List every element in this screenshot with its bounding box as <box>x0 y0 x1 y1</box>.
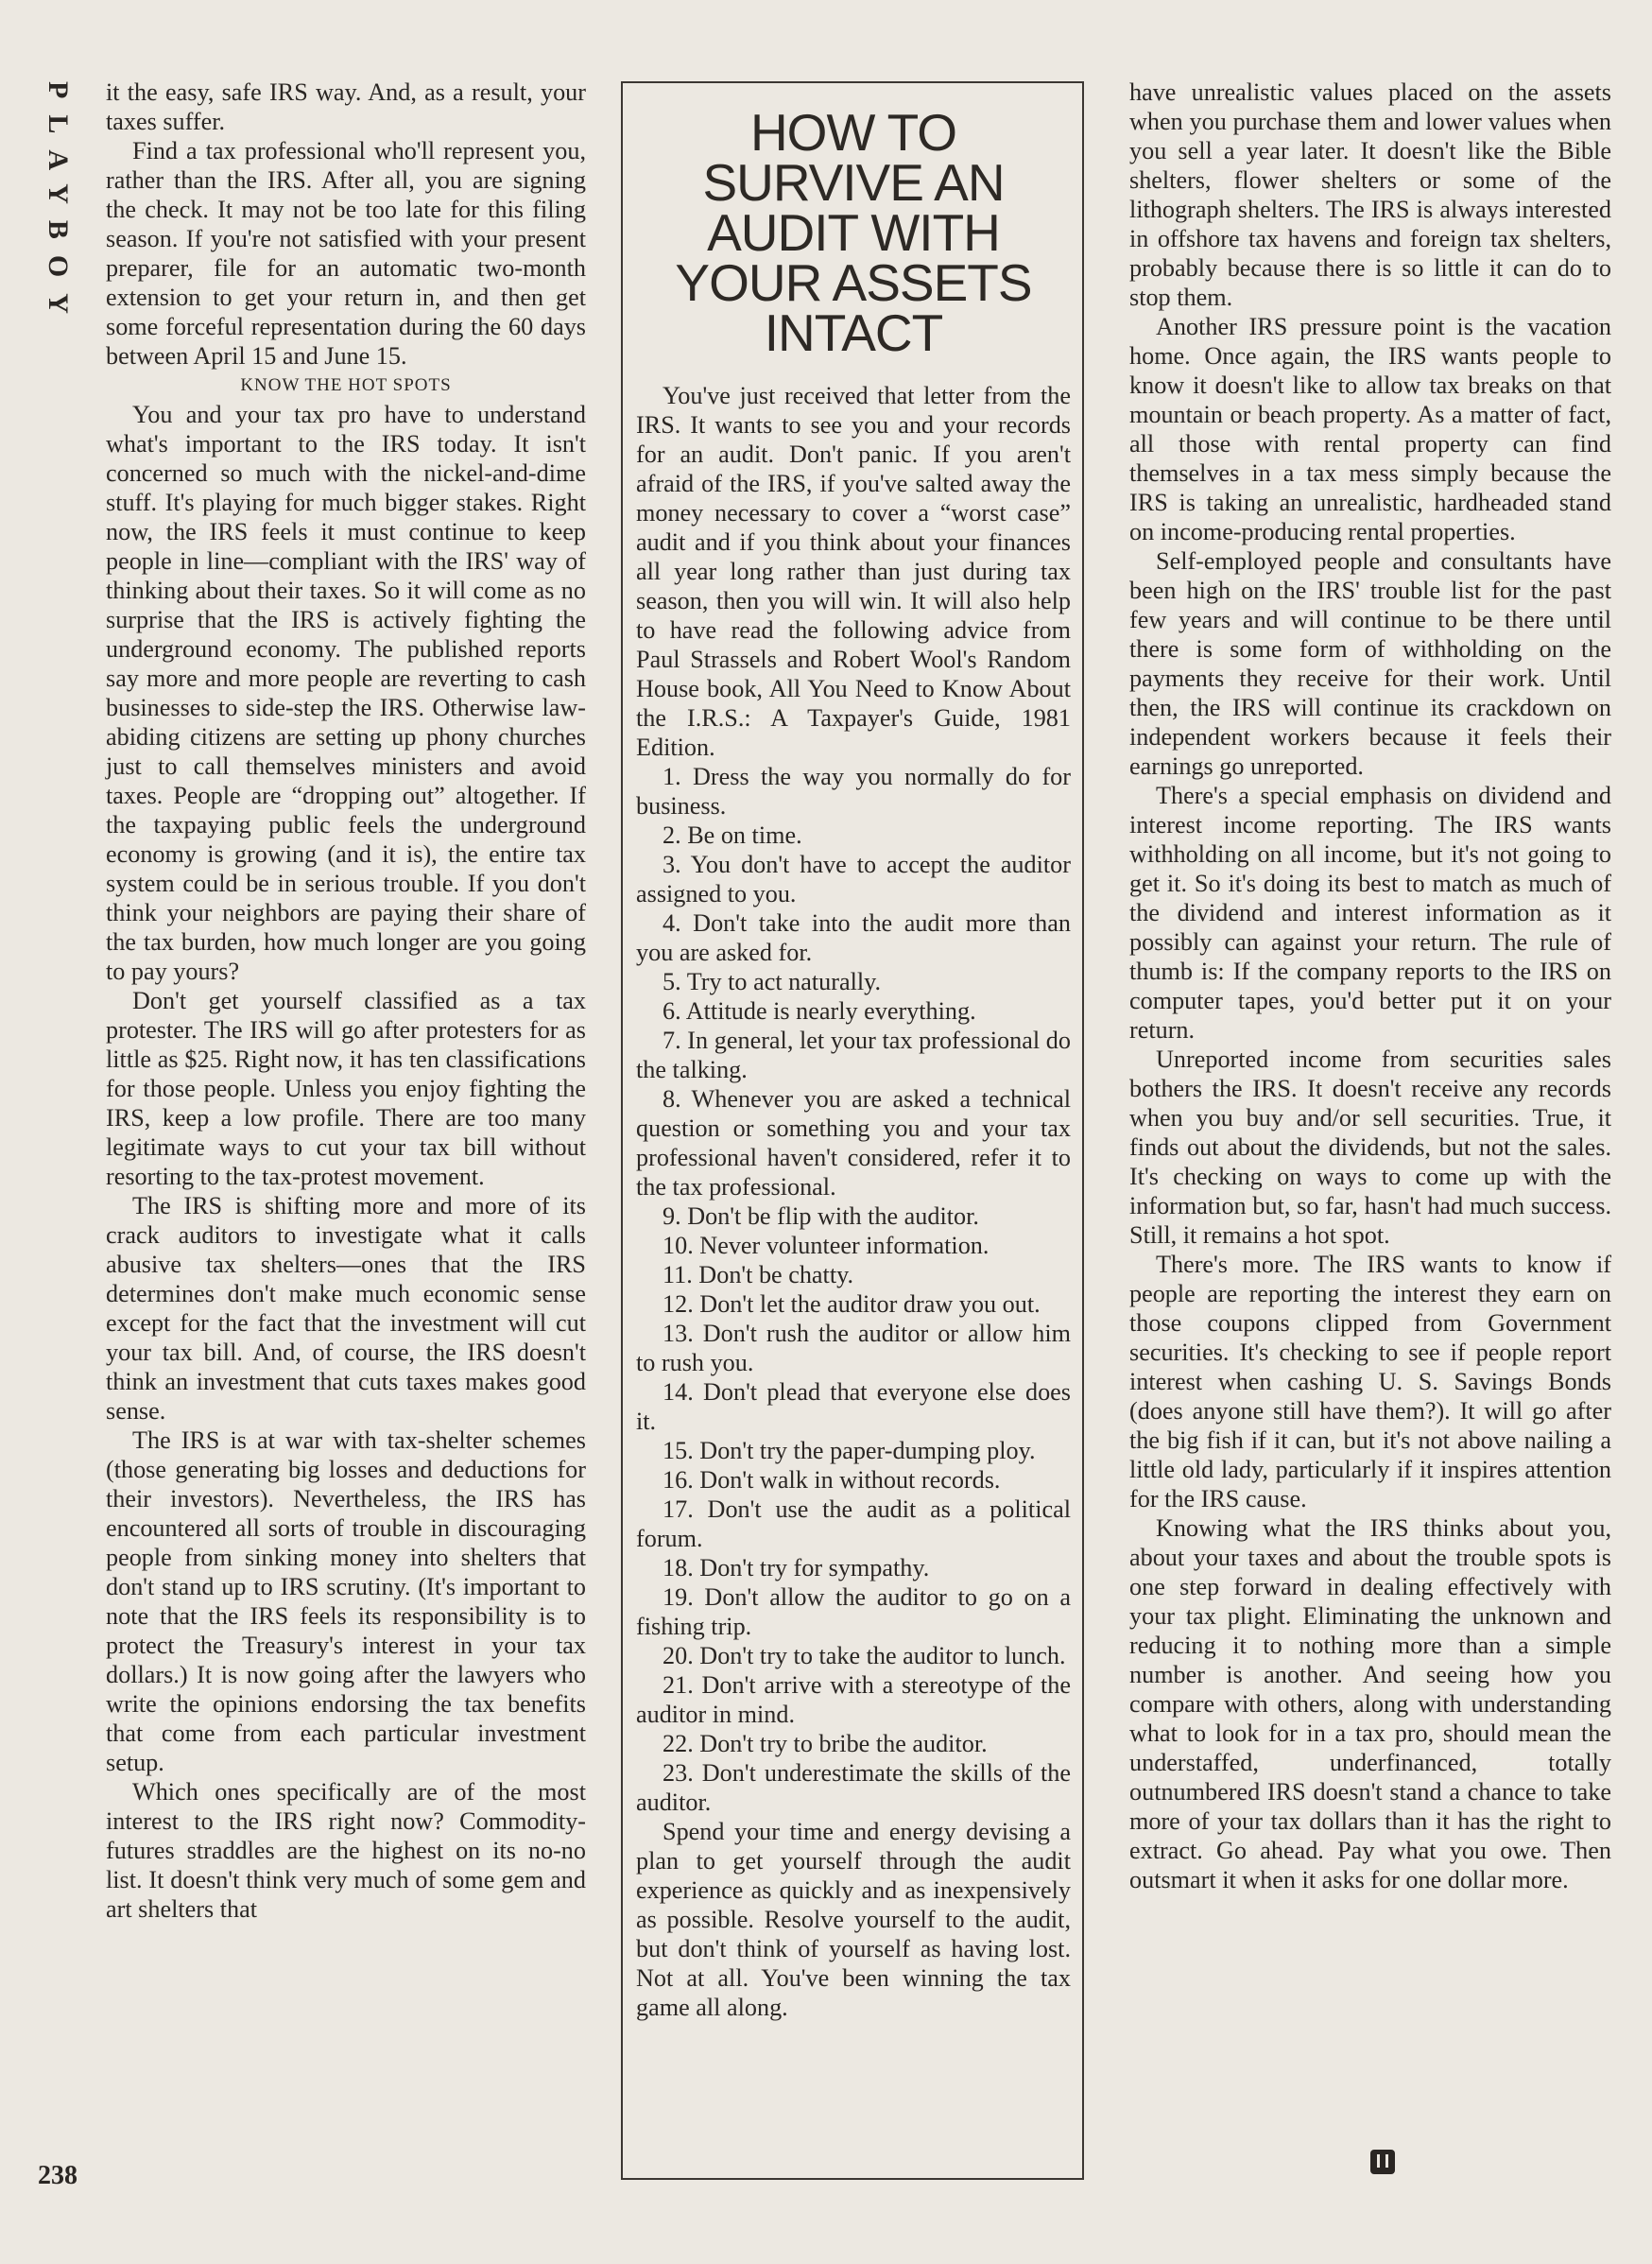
list-item: 8. Whenever you are asked a technical question or something you and your tax professional haven't considered, refer it to the tax professional. <box>636 1085 1071 1201</box>
list-item: 17. Don't use the audit as a political forum. <box>636 1495 1071 1552</box>
sidebar-text <box>636 381 1071 2022</box>
end-mark-icon <box>1370 2150 1395 2174</box>
list-item: 22. Don't try to bribe the auditor. <box>663 1730 988 1757</box>
sidebar-closing: Spend your time and energy devising a plan to get yourself through the audit experience as quickly and as inexpensively as possible. Resolve yourself to the audit, but don't think of yourself as having lost. Not at all. You've been winning the tax game all along. <box>636 1818 1071 2021</box>
list-item: 13. Don't rush the auditor or allow him to rush you. <box>636 1320 1071 1376</box>
right-column <box>1129 78 1611 1894</box>
sidebar-title: HOW TO SURVIVE AN AUDIT WITH YOUR ASSETS INTACT <box>675 103 1032 362</box>
paragraph: Knowing what the IRS thinks about you, about your taxes and about the trouble spots is one step forward in dealing effectively with your tax plight. Eliminating the unknown and reducing it to nothing more than a simple number is another. And seeing how you compare with others, along with understanding what to look for in a tax pro, should mean the understaffed, underfinanced, totally outnumbered IRS doesn't stand a chance to take more of your tax dollars than it has the right to extract. Go ahead. Pay what you owe. Then outsmart it when it asks for one dollar more. <box>1129 1514 1611 1893</box>
paragraph: The IRS is at war with tax-shelter schemes (those generating big losses and deductions for their investors). Nevertheless, the IRS has encountered all sorts of trouble in discouraging people from sinking money into shelters that don't stand up to IRS scrutiny. (It's important to note that the IRS feels its responsibility is to protect the Treasury's interest in your tax dollars.) It is now going after the lawyers who write the opinions endorsing the tax benefits that come from each particular investment setup. <box>106 1426 586 1776</box>
list-item: 18. Don't try for sympathy. <box>663 1554 930 1581</box>
list-item: 20. Don't try to take the auditor to lunch. <box>663 1642 1066 1669</box>
list-item: 4. Don't take into the audit more than you are asked for. <box>636 909 1071 966</box>
paragraph: The IRS is shifting more and more of its crack auditors to investigate what it calls abusive tax shelters—ones that the IRS determines don't make much economic sense except for the fact that the investment will cut your tax bill. And, of course, the IRS doesn't think an investment that cuts taxes makes good sense. <box>106 1192 586 1425</box>
list-item: 6. Attitude is nearly everything. <box>663 997 976 1025</box>
paragraph: You and your tax pro have to understand what's important to the IRS today. It isn't concerned so much with the nickel-and-dime stuff. It's playing for much bigger stakes. Right now, the IRS feels it must continue to keep people in line—compliant with the IRS' way of thinking about their taxes. So it will come as no surprise that the IRS is actively fighting the underground economy. The published reports say more and more people are reverting to cash businesses to side-step the IRS. Otherwise law-abiding citizens are setting up phony churches just to call themselves ministers and avoid taxes. People are “dropping out” altogether. If the taxpaying public feels the underground economy is growing (and it is), the entire tax system could be in serious trouble. If you don't think your neighbors are paying their share of the tax burden, how much longer are you going to pay yours? <box>106 401 586 985</box>
paragraph: Which ones specifically are of the most interest to the IRS right now? Commodity-futures straddles are the highest on its no-no list. It doesn't think very much of some gem and art shelters that <box>106 1778 586 1923</box>
paragraph: it the easy, safe IRS way. And, as a result, your taxes suffer. <box>106 78 586 135</box>
list-item: 2. Be on time. <box>663 821 802 849</box>
list-item: 16. Don't walk in without records. <box>663 1466 1001 1494</box>
list-item: 10. Never volunteer information. <box>663 1232 989 1259</box>
list-item: 15. Don't try the paper-dumping ploy. <box>663 1437 1036 1464</box>
paragraph: Self-employed people and consultants have been high on the IRS' trouble list for the past few years and will continue to be there until there is some form of withholding on the payments they receive for their work. Until then, the IRS will continue its crackdown on independent workers because it feels their earnings go unreported. <box>1129 547 1611 780</box>
list-item: 3. You don't have to accept the auditor assigned to you. <box>636 851 1071 907</box>
list-item: 12. Don't let the auditor draw you out. <box>663 1290 1041 1318</box>
list-item: 9. Don't be flip with the auditor. <box>663 1202 979 1230</box>
list-item: 1. Dress the way you normally do for business. <box>636 763 1071 820</box>
list-item: 21. Don't arrive with a stereotype of the auditor in mind. <box>636 1671 1071 1728</box>
paragraph: There's more. The IRS wants to know if people are reporting the interest they earn on those coupons clipped from Government securities. It's checking to see if people report interest when cashing U. S. Savings Bonds (does anyone still have them?). It will go after the big fish if it can, but it's not above nailing a little old lady, particularly if it inspires attention for the IRS cause. <box>1129 1251 1611 1512</box>
paragraph: Another IRS pressure point is the vacation home. Once again, the IRS wants people to know it doesn't like to allow tax breaks on that mountain or beach property. As a matter of fact, all those with rental property can find themselves in a tax mess simply because the IRS is taking an unrealistic, hardheaded stand on income-producing rental properties. <box>1129 313 1611 545</box>
paragraph: have unrealistic values placed on the assets when you purchase them and lower values when you sell a year later. It doesn't like the Bible shelters, flower shelters or some of the lithograph shelters. The IRS is always interested in offshore tax havens and foreign tax shelters, probably because there is so little it can do to stop them. <box>1129 78 1611 311</box>
left-column <box>106 78 586 1924</box>
section-subhead: KNOW THE HOT SPOTS <box>240 375 452 395</box>
tips-list <box>636 762 1071 1817</box>
list-item: 7. In general, let your tax professional do the talking. <box>636 1027 1071 1083</box>
paragraph: There's a special emphasis on dividend and interest income reporting. The IRS wants withholding on all income, but it's not going to get it. So it's doing its best to match as much of the dividend and interest information as it possibly can against your return. The rule of thumb is: If the company reports to the IRS on computer tapes, you'd better put it on your return. <box>1129 782 1611 1044</box>
masthead: PLAYBOY <box>43 81 74 330</box>
list-item: 23. Don't underestimate the skills of the auditor. <box>636 1759 1071 1816</box>
page-number: 238 <box>38 2161 77 2190</box>
list-item: 14. Don't plead that everyone else does it. <box>636 1378 1071 1435</box>
sidebar-box <box>621 81 1084 2180</box>
paragraph: Unreported income from securities sales bothers the IRS. It doesn't receive any records when you buy and/or sell securities. True, it finds out about the dividends, but not the sales. It's checking on ways to come up with the information but, so far, hasn't had much success. Still, it remains a hot spot. <box>1129 1046 1611 1249</box>
sidebar-intro: You've just received that letter from the IRS. It wants to see you and your records for an audit. Don't panic. If you aren't afraid of the IRS, if you've salted away the money necessary to cover a “worst case” audit and if you think about your finances all year long rather than just during tax season, then you will win. It will also help to have read the following advice from Paul Strassels and Robert Wool's Random House book, All You Need to Know About the I.R.S.: A Taxpayer's Guide, 1981 Edition. <box>636 382 1071 761</box>
list-item: 19. Don't allow the auditor to go on a fishing trip. <box>636 1583 1071 1640</box>
paragraph: Find a tax professional who'll represent you, rather than the IRS. After all, you are signing the check. It may not be too late for this filing season. If you're not satisfied with your present preparer, file for an automatic two-month extension to get your return in, and then get some forceful representation during the 60 days between April 15 and June 15. <box>106 137 586 370</box>
paragraph: Don't get yourself classified as a tax protester. The IRS will go after protesters for as little as $25. Right now, it has ten classifications for those people. Unless you enjoy fighting the IRS, keep a low profile. There are too many legitimate ways to cut your tax bill without resorting to the tax-protest movement. <box>106 987 586 1190</box>
list-item: 11. Don't be chatty. <box>663 1261 854 1288</box>
list-item: 5. Try to act naturally. <box>663 968 882 995</box>
